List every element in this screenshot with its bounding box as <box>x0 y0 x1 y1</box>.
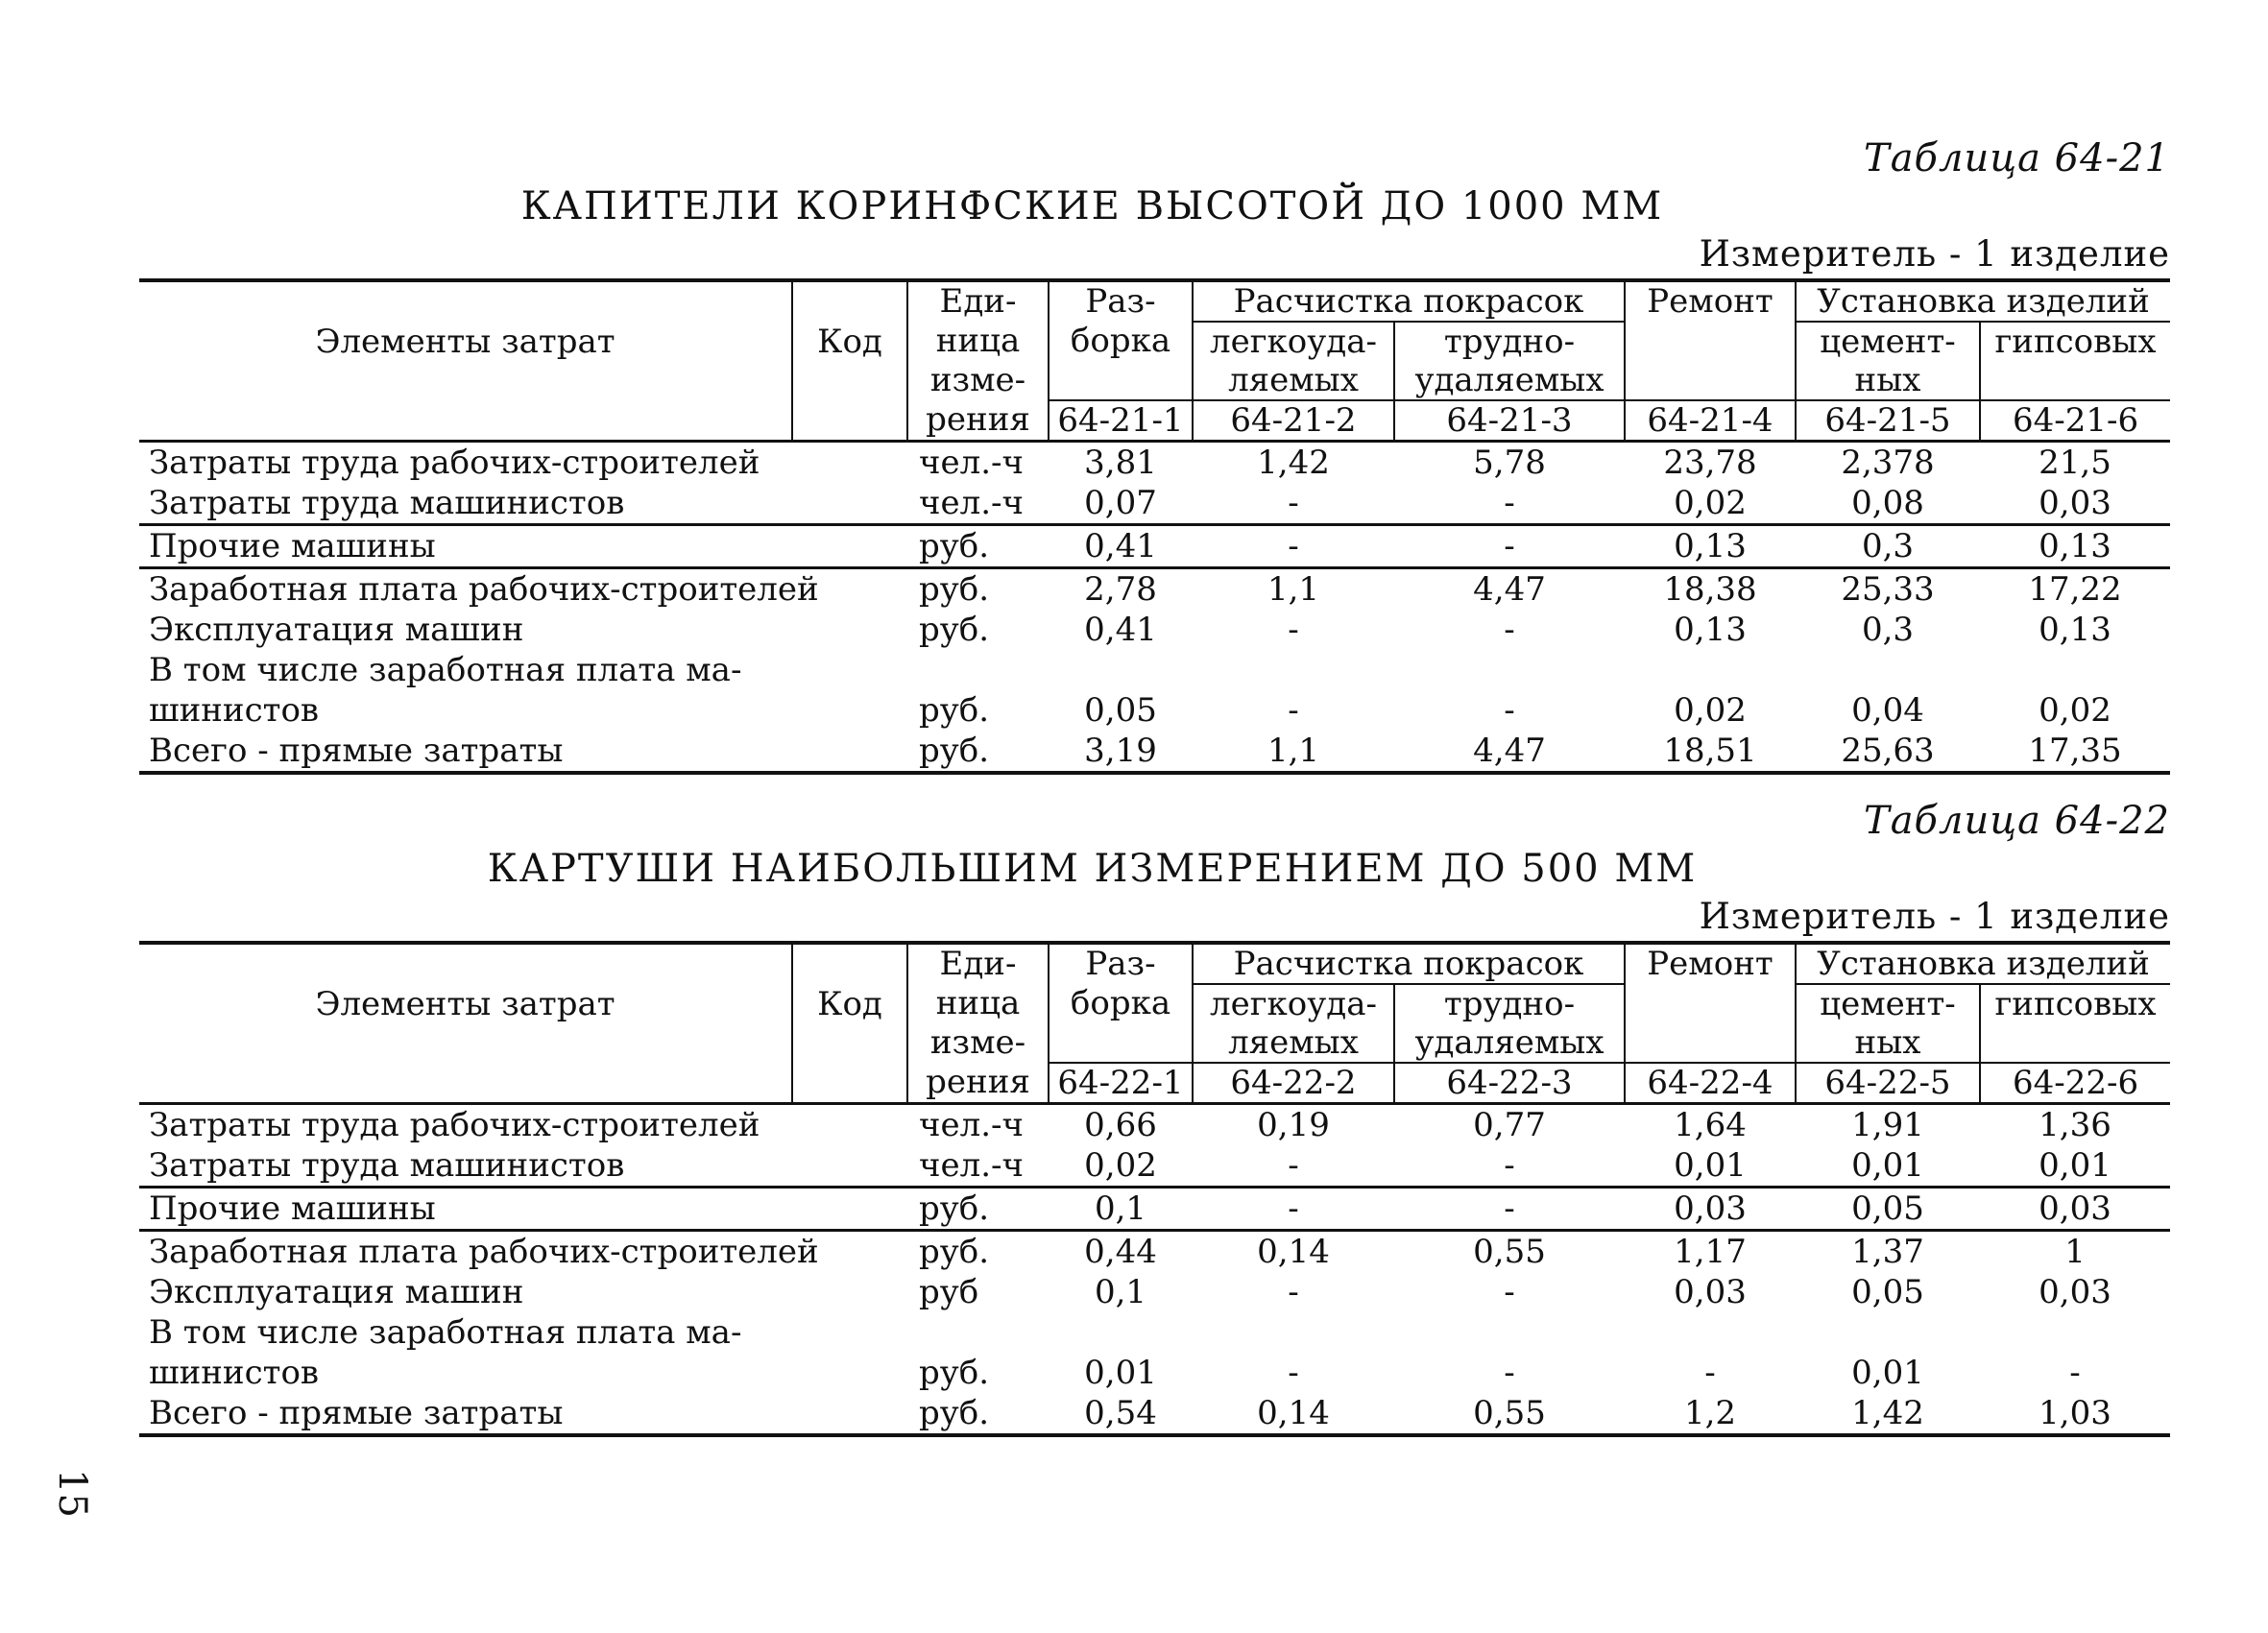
table-row: Прочие машины руб. 0,1 - - 0,03 0,05 0,03 <box>139 1188 2170 1231</box>
code-col-2: 64-21-2 <box>1193 400 1394 442</box>
code-col-3: 64-21-3 <box>1394 400 1625 442</box>
header-razborka-1: Раз- <box>1049 280 1193 322</box>
header-razborka-2: борка <box>1049 322 1193 361</box>
code-col-1: 64-21-1 <box>1049 400 1193 442</box>
code-col-4: 64-22-4 <box>1625 1063 1796 1104</box>
code-col-2: 64-22-2 <box>1193 1063 1394 1104</box>
header-unit-1: Еди- <box>907 280 1049 322</box>
header-unit-2: ница <box>907 322 1049 361</box>
header-unit-2: ница <box>907 984 1049 1023</box>
table-measure-unit: Измеритель - 1 изделие <box>1699 896 2170 937</box>
header-razborka-2: борка <box>1049 984 1193 1023</box>
code-col-6: 64-21-6 <box>1980 400 2170 442</box>
table-row: Затраты труда машинистов чел.-ч 0,07 - - 0,02 0,08 0,03 <box>149 484 2111 522</box>
table-row: Всего - прямые затраты руб. 3,19 1,1 4,47 18,51 25,63 17,35 <box>139 731 2170 773</box>
header-gypsum: гипсовых <box>1980 984 2170 1063</box>
header-unit-4: рения <box>907 1063 1049 1104</box>
header-repair: Ремонт <box>1625 280 1796 322</box>
table-body <box>139 1104 2170 1436</box>
table-row: шинистов руб. 0,01 - - - 0,01 - <box>149 1354 2081 1392</box>
header-unit-4: рения <box>907 400 1049 442</box>
header-cleaning: Расчистка покрасок <box>1193 280 1625 322</box>
header-cleaning: Расчистка покрасок <box>1193 943 1625 984</box>
header-cement: цемент- ных <box>1796 984 1980 1063</box>
table-row: шинистов руб. 0,05 - - 0,02 0,04 0,02 <box>149 691 2111 730</box>
header-gypsum: гипсовых <box>1980 322 2170 400</box>
table-header <box>139 280 2170 442</box>
header-elements: Элементы затрат <box>139 280 792 442</box>
header-code: Код <box>792 280 907 442</box>
table-number: Таблица 64-21 <box>1864 136 2170 180</box>
code-col-4: 64-21-4 <box>1625 400 1796 442</box>
code-col-3: 64-22-3 <box>1394 1063 1625 1104</box>
table-title: КАРТУШИ НАИБОЛЬШИМ ИЗМЕРЕНИЕМ ДО 500 ММ <box>487 847 1698 891</box>
code-col-5: 64-22-5 <box>1796 1063 1980 1104</box>
table-row: Заработная плата рабочих-строителей руб. 0,44 0,14 0,55 1,17 1,37 1 <box>139 1231 2170 1273</box>
header-install: Установка изделий <box>1796 280 2170 322</box>
header-repair-blank <box>1625 984 1796 1063</box>
header-repair-blank <box>1625 322 1796 400</box>
table-row: В том числе заработная плата ма- <box>149 651 742 689</box>
code-col-6: 64-22-6 <box>1980 1063 2170 1104</box>
header-unit-1: Еди- <box>907 943 1049 984</box>
header-unit-3: изме- <box>907 361 1049 400</box>
header-code: Код <box>792 943 907 1104</box>
code-col-5: 64-21-5 <box>1796 400 1980 442</box>
header-razborka-1: Раз- <box>1049 943 1193 984</box>
header-cement: цемент- ных <box>1796 322 1980 400</box>
header-unit-3: изме- <box>907 1023 1049 1063</box>
table-header <box>139 943 2170 1104</box>
table-block-64-21 <box>139 134 2170 775</box>
table-row: Затраты труда рабочих-строителей чел.-ч 0,66 0,19 0,77 1,64 1,91 1,36 <box>139 1104 2170 1146</box>
table-measure-unit: Измеритель - 1 изделие <box>1699 233 2170 275</box>
cost-table <box>139 941 2170 1437</box>
table-row: Эксплуатация машин руб. 0,41 - - 0,13 0,3 0,13 <box>149 611 2111 649</box>
cost-table <box>139 278 2170 775</box>
table-body <box>139 442 2170 774</box>
table-row: В том числе заработная плата ма- <box>149 1313 742 1352</box>
table-block-64-22 <box>139 797 2170 1437</box>
table-row: Заработная плата рабочих-строителей руб. 2,78 1,1 4,47 18,38 25,33 17,22 <box>139 568 2170 611</box>
header-elements: Элементы затрат <box>139 943 792 1104</box>
table-number: Таблица 64-22 <box>1864 799 2170 843</box>
header-clean-hard: трудно- удаляемых <box>1394 322 1625 400</box>
table-title: КАПИТЕЛИ КОРИНФСКИЕ ВЫСОТОЙ ДО 1000 ММ <box>520 184 1664 228</box>
table-row: Всего - прямые затраты руб. 0,54 0,14 0,55 1,2 1,42 1,03 <box>139 1393 2170 1435</box>
header-razborka-blank <box>1049 361 1193 400</box>
header-install: Установка изделий <box>1796 943 2170 984</box>
page-number: 15 <box>50 1469 94 1518</box>
header-repair: Ремонт <box>1625 943 1796 984</box>
header-clean-easy: легкоуда- ляемых <box>1193 322 1394 400</box>
table-row: Эксплуатация машин руб 0,1 - - 0,03 0,05 0,03 <box>149 1273 2111 1311</box>
header-clean-easy: легкоуда- ляемых <box>1193 984 1394 1063</box>
header-clean-hard: трудно- удаляемых <box>1394 984 1625 1063</box>
table-row: Затраты труда машинистов чел.-ч 0,02 - - 0,01 0,01 0,01 <box>149 1146 2111 1185</box>
table-row: Прочие машины руб. 0,41 - - 0,13 0,3 0,13 <box>139 525 2170 568</box>
table-row: Затраты труда рабочих-строителей чел.-ч 3,81 1,42 5,78 23,78 2,378 21,5 <box>139 442 2170 484</box>
header-razborka-blank <box>1049 1023 1193 1063</box>
code-col-1: 64-22-1 <box>1049 1063 1193 1104</box>
